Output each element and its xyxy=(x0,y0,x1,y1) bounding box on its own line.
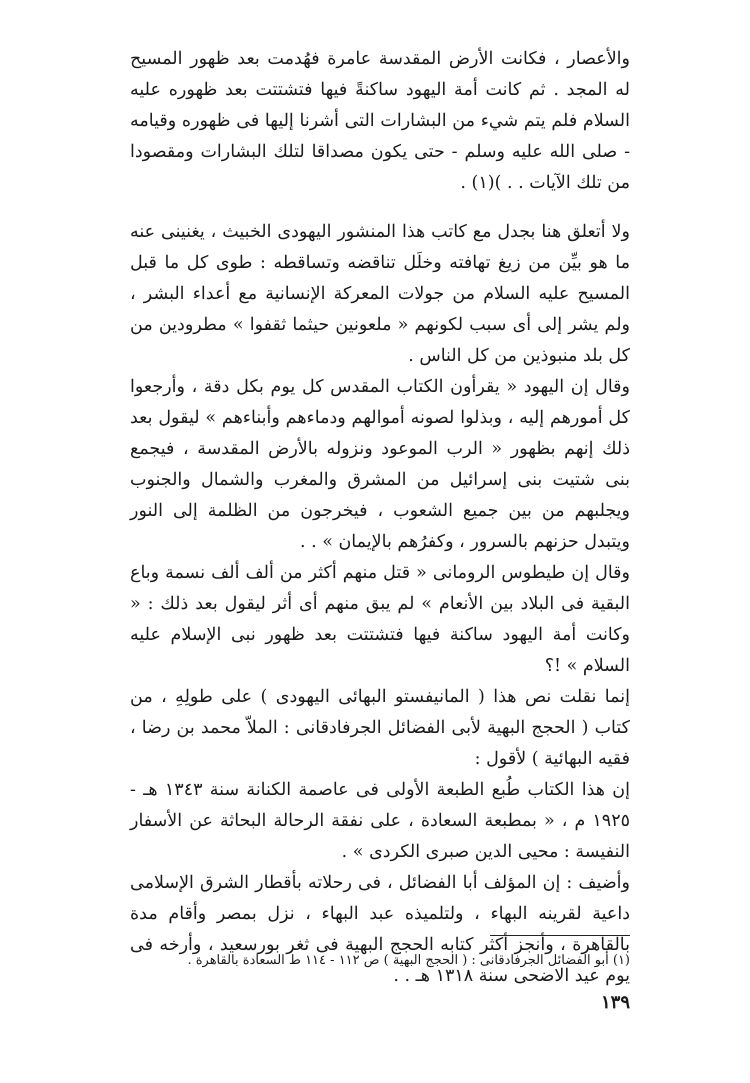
footnote: (١) أبو الفضائل الجرفادقانى : ( الحجج البهية ) ص ١١٢ - ١١٤ ط السعادة بالقاهرة . xyxy=(187,953,630,968)
footnote-divider xyxy=(490,935,630,936)
paragraph-2: ولا أتعلق هنا بجدل مع كاتب هذا المنشور اليهودى الخبيث ، يغنينى عنه ما هو بيِّن من زيغ تهافته وخلَل تناقضه وتساقطه : طوى كل ما قبل المسيح عليه السلام من جولات المعركة الإنسانية مع أعداء البشر ، ولم يشر إلى أى سبب لكونهم « ملعونين حيثما ثقفوا » مطرودين من كل بلد منبوذين من كل الناس . xyxy=(130,222,630,366)
paragraph-4: وقال إن طيطوس الرومانى « قتل منهم أكثر من ألف ألف نسمة وباع البقية فى البلاد بين الأنعام » لم يبق منهم أى أثر ليقول بعد ذلك : « وكانت أمة اليهود ساكنة فيها فتشتتت بعد ظهور نبى الإسلام عليه السلام » !؟ xyxy=(130,563,630,676)
paragraph-5: إنما نقلت نص هذا ( المانيفستو البهائى اليهودى ) على طولِهِ ، من كتاب ( الحجج البهية لأبى الفضائل الجرفادقانى : الملاّ محمد بن رضا ، فقيه البهائية ) لأقول : xyxy=(130,687,630,769)
paragraph-7: وأضيف : إن المؤلف أبا الفضائل ، فى رحلاته بأقطار الشرق الإسلامى داعية لقرينه البهاء ، ولتلميذه عبد البهاء ، نزل بمصر وأقام مدة بالقاهرة ، وأنجز أكثر كتابه الحجج البهية فى ثغر بورسعيد ، وأرخه فى يوم عيد الاضحى سنة ١٣١٨ هـ . . xyxy=(130,873,630,986)
page-number: ١٣٩ xyxy=(600,992,630,1013)
paragraph-3: وقال إن اليهود « يقرأون الكتاب المقدس كل يوم بكل دقة ، وأرجعوا كل أمورهم إليه ، وبذلوا لصونه أموالهم ودماءهم وأبناءهم » ليقول بعد ذلك إنهم بظهور « الرب الموعود ونزوله بالأرض المقدسة ، فيجمع بنى شتيت بنى إسرائيل من المشرق والمغرب والشمال والجنوب ويجلبهم من بين جميع الشعوب ، فيخرجون من الظلمة إلى النور ويتبدل حزنهم بالسرور ، وكفرُهم بالإيمان » . . xyxy=(130,377,630,552)
page-body xyxy=(130,44,630,992)
paragraph-1: والأعصار ، فكانت الأرض المقدسة عامرة فهُدمت بعد ظهور المسيح له المجد . ثم كانت أمة اليهود ساكنةً فيها فتشتتت بعد ظهوره عليه السلام فلم يتم شيء من البشارات التى أشرنا إليها فى ظهوره وقيامه - صلى الله عليه وسلم - حتى يكون مصداقا لتلك البشارات ومقصودا من تلك الآيات . . )(١) . xyxy=(130,49,630,193)
paragraph-6: إن هذا الكتاب طُبع الطبعة الأولى فى عاصمة الكنانة سنة ١٣٤٣ هـ - ١٩٢٥ م ، « بمطبعة السعادة ، على نفقة الرحالة البحاثة عن الأسفار النفيسة : محيى الدين صبرى الكردى » . xyxy=(130,780,630,862)
